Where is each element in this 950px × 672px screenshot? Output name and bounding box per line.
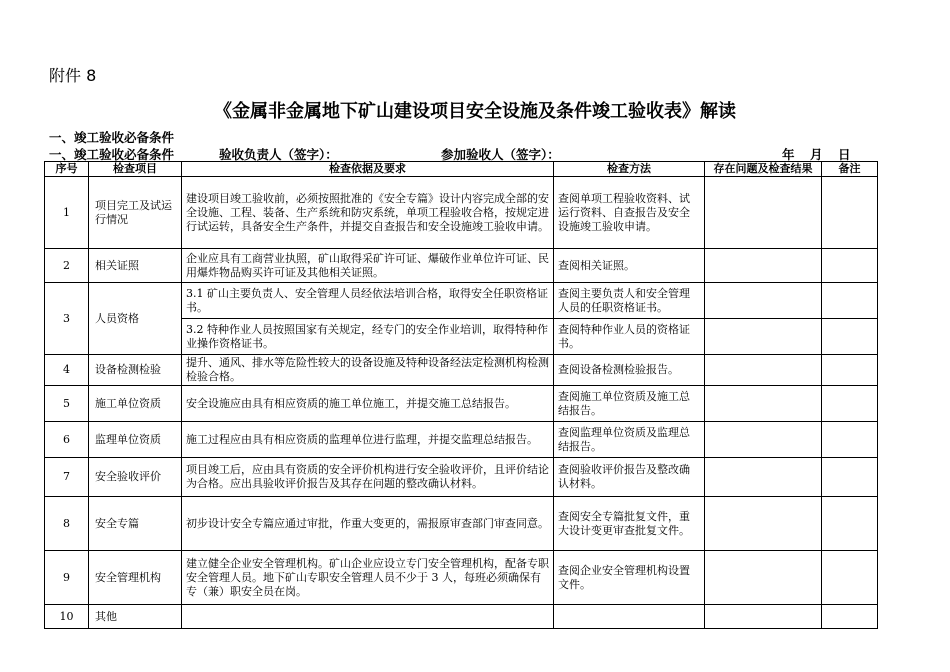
row-no: 2: [45, 249, 89, 283]
row-basis: 安全设施应由具有相应资质的施工单位施工，并提交施工总结报告。: [182, 386, 554, 422]
signature-section-label: 一、竣工验收必备条件: [49, 147, 175, 162]
row-basis: 3.2 特种作业人员按照国家有关规定，经专门的安全作业培训，取得特种作业操作资格证书。: [182, 319, 554, 355]
table-row: [45, 422, 878, 458]
row-no: 6: [45, 422, 89, 458]
row-no: 1: [45, 177, 89, 249]
acceptance-table: [44, 161, 878, 629]
row-method: 查阅企业安全管理机构设置文件。: [554, 551, 705, 605]
row-no: 7: [45, 458, 89, 497]
attachment-label: 附件 8: [49, 66, 97, 85]
row-basis: 3.1 矿山主要负责人、安全管理人员经依法培训合格，取得安全任职资格证书。: [182, 283, 554, 319]
table-row: [45, 283, 878, 319]
row-basis: [182, 605, 554, 629]
row-remark-cell[interactable]: [822, 422, 878, 458]
row-method: 查阅设备检测检验报告。: [554, 355, 705, 386]
row-remark-cell[interactable]: [822, 355, 878, 386]
row-no: 5: [45, 386, 89, 422]
row-result-cell[interactable]: [705, 551, 822, 605]
row-basis: 施工过程应由具有相应资质的监理单位进行监理，并提交监理总结报告。: [182, 422, 554, 458]
table-row: [45, 497, 878, 551]
row-result-cell[interactable]: [705, 177, 822, 249]
header-result: 存在问题及检查结果: [705, 162, 822, 177]
row-result-cell[interactable]: [705, 422, 822, 458]
row-item: 人员资格: [89, 283, 182, 355]
row-basis: 建设项目竣工验收前，必须按照批准的《安全专篇》设计内容完成全部的安全设施、工程、装备、生产系统和防灾系统，单项工程验收合格，按规定进行试运转，具备安全生产条件，并提交自查报告和安全设施竣工验收申请。: [182, 177, 554, 249]
row-result-cell[interactable]: [705, 386, 822, 422]
row-no: 4: [45, 355, 89, 386]
row-item: 施工单位资质: [89, 386, 182, 422]
document-title: 《金属非金属地下矿山建设项目安全设施及条件竣工验收表》解读: [214, 101, 736, 122]
row-method: [554, 605, 705, 629]
date-day-label: 日: [838, 147, 851, 162]
table-row: [45, 177, 878, 249]
row-result-cell[interactable]: [705, 283, 822, 319]
row-item: 安全管理机构: [89, 551, 182, 605]
row-remark-cell[interactable]: [822, 551, 878, 605]
row-result-cell[interactable]: [705, 497, 822, 551]
table-row: [45, 605, 878, 629]
table-header-row: [45, 162, 878, 177]
header-no: 序号: [45, 162, 89, 177]
row-remark-cell[interactable]: [822, 605, 878, 629]
date-month-label: 月: [810, 147, 823, 162]
header-method: 检查方法: [554, 162, 705, 177]
row-item: 相关证照: [89, 249, 182, 283]
row-basis: 建立健全企业安全管理机构。矿山企业应设立专门安全管理机构，配备专职安全管理人员。地下矿山专职安全管理人员不少于 3 人，每班必须确保有专（兼）职安全员在岗。: [182, 551, 554, 605]
row-method: 查阅施工单位资质及施工总结报告。: [554, 386, 705, 422]
row-item: 安全专篇: [89, 497, 182, 551]
table-row: [45, 249, 878, 283]
row-method: 查阅安全专篇批复文件，重大设计变更审查批复文件。: [554, 497, 705, 551]
row-remark-cell[interactable]: [822, 458, 878, 497]
row-item: 其他: [89, 605, 182, 629]
table-row: [45, 458, 878, 497]
row-method: 查阅主要负责人和安全管理人员的任职资格证书。: [554, 283, 705, 319]
row-remark-cell[interactable]: [822, 283, 878, 319]
row-result-cell[interactable]: [705, 458, 822, 497]
row-basis: 企业应具有工商营业执照，矿山取得采矿许可证、爆破作业单位许可证、民用爆炸物品购买许可证及其他相关证照。: [182, 249, 554, 283]
row-no: 10: [45, 605, 89, 629]
row-remark-cell[interactable]: [822, 497, 878, 551]
row-basis: 初步设计安全专篇应通过审批，作重大变更的，需报原审查部门审查同意。: [182, 497, 554, 551]
date-year-label: 年: [782, 147, 795, 162]
row-basis: 项目竣工后，应由具有资质的安全评价机构进行安全验收评价，且评价结论为合格。应出具验收评价报告及其存在问题的整改确认材料。: [182, 458, 554, 497]
section-heading: 一、竣工验收必备条件: [49, 130, 175, 145]
row-result-cell[interactable]: [705, 319, 822, 355]
participant-signature-label: 参加验收人（签字）：: [441, 147, 560, 162]
table-row: [45, 355, 878, 386]
table-row: [45, 386, 878, 422]
row-basis: 提升、通风、排水等危险性较大的设备设施及特种设备经法定检测机构检测检验合格。: [182, 355, 554, 386]
row-item: 项目完工及试运行情况: [89, 177, 182, 249]
row-remark-cell[interactable]: [822, 177, 878, 249]
header-basis: 检查依据及要求: [182, 162, 554, 177]
row-result-cell[interactable]: [705, 249, 822, 283]
row-item: 安全验收评价: [89, 458, 182, 497]
row-item: 设备检测检验: [89, 355, 182, 386]
row-no: 3: [45, 283, 89, 355]
row-method: 查阅监理单位资质及监理总结报告。: [554, 422, 705, 458]
responsible-signature-label: 验收负责人（签字）：: [219, 147, 338, 162]
row-result-cell[interactable]: [705, 355, 822, 386]
table-row: [45, 551, 878, 605]
row-method: 查阅验收评价报告及整改确认材料。: [554, 458, 705, 497]
row-remark-cell[interactable]: [822, 249, 878, 283]
signature-line: [49, 145, 905, 160]
row-method: 查阅单项工程验收资料、试运行资料、自查报告及安全设施竣工验收申请。: [554, 177, 705, 249]
row-method: 查阅特种作业人员的资格证书。: [554, 319, 705, 355]
header-item: 检查项目: [89, 162, 182, 177]
row-no: 8: [45, 497, 89, 551]
row-method: 查阅相关证照。: [554, 249, 705, 283]
row-remark-cell[interactable]: [822, 386, 878, 422]
row-no: 9: [45, 551, 89, 605]
row-remark-cell[interactable]: [822, 319, 878, 355]
row-result-cell[interactable]: [705, 605, 822, 629]
row-item: 监理单位资质: [89, 422, 182, 458]
header-remark: 备注: [822, 162, 878, 177]
